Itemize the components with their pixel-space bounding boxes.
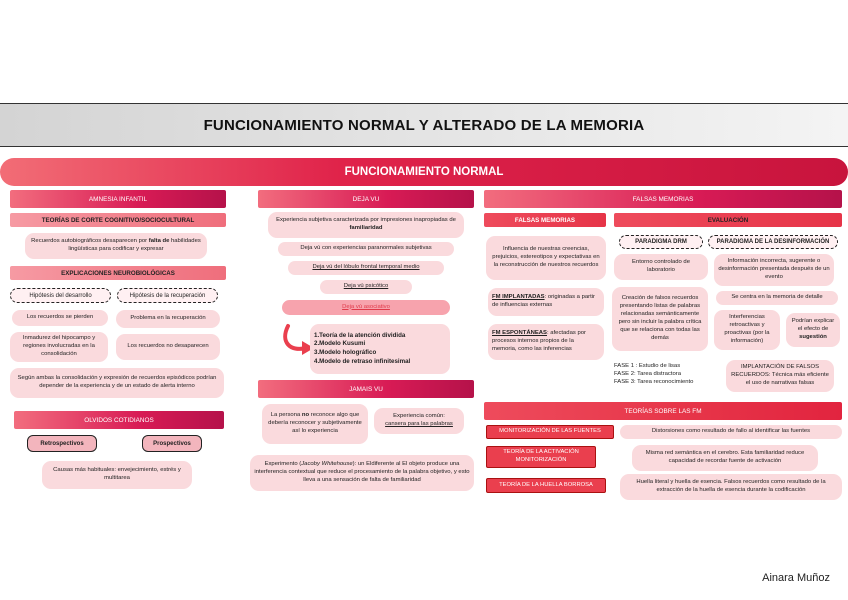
- page-title: FUNCIONAMIENTO NORMAL Y ALTERADO DE LA MEMORIA: [0, 103, 848, 147]
- activation-desc: Misma red semántica en el cerebro. Esta familiaridad reduce capacidad de recordar fuente de activación: [632, 445, 818, 471]
- misinformation-paradigm: PARADIGMA DE LA DESINFORMACIÓN: [708, 235, 838, 249]
- causes-box: Causas más habituales: envejecimiento, estrés y multitarea: [42, 461, 192, 489]
- interference-box: Interferencias retroactivas y proactivas (por la información): [714, 310, 780, 350]
- model-item: 1.Teoría de la atención dividida: [314, 331, 406, 339]
- monitoring-label: MONITORIZACIÓN DE LAS FUENTES: [486, 425, 614, 439]
- phase-item: FASE 1 : Estudio de lisas: [614, 363, 681, 369]
- not-disappear-box: Los recuerdos no desaparecen: [116, 334, 220, 360]
- prospective-pill: Prospectivos: [142, 435, 202, 452]
- retrospective-pill: Retrospectivos: [27, 435, 97, 452]
- phases-list: [614, 363, 714, 387]
- false-memories-title: FALSAS MEMORIAS: [484, 213, 606, 227]
- subjective-box: Experiencia subjetiva caracterizada por impresiones inapropiadas de familiaridad: [268, 212, 464, 238]
- creation-box: Creación de falsos recuerdos presentando listas de palabras relacionadas semánticamente pero sin incluir la palabra crítica que se relaciona con todas las demás: [612, 287, 708, 351]
- neurobiological-title: EXPLICACIONES NEUROBIOLÓGICAS: [10, 266, 226, 280]
- implantation-box: IMPLANTACIÓN DE FALSOS RECUERDOS: Técnica más eficiente el uso de narrativas falsas: [726, 360, 834, 392]
- fuzzy-trace-desc: Huella literal y huella de esencia. Falsos recuerdos como resultado de la extracción de la huella de esencia durante la codificación: [620, 474, 842, 500]
- drm-paradigm: PARADIGMA DRM: [619, 235, 703, 249]
- fm-implanted-box: FM IMPLANTADAS: originadas a partir de influencias externas: [488, 288, 604, 316]
- recovery-problem-box: Problema en la recuperación: [116, 310, 220, 328]
- fuzzy-trace-label: TEORÍA DE LA HUELLA BORROSA: [486, 478, 606, 493]
- evaluation-title: EVALUACIÓN: [614, 213, 842, 227]
- phase-item: FASE 2: Tarea distractora: [614, 370, 682, 377]
- model-item: 4.Modelo de retraso infinitesimal: [314, 357, 411, 365]
- memories-lost-box: Los recuerdos se pierden: [12, 310, 108, 326]
- experiment-box: Experimento (Jacoby Whitehouse): un Eldiferente al El objeto produce una interferencia contextual que reduce el procesamiento de la palabra objetivo, y esto lleva a una sensación de falta de familiaridad: [250, 455, 474, 491]
- lab-box: Entorno controlado de laboratorio: [614, 254, 708, 280]
- development-hypothesis: Hipótesis del desarrollo: [10, 288, 111, 303]
- autobiographical-box: Recuerdos autobiográficos desaparecen por falta de habilidades lingüísticas para codificar y expresar: [25, 233, 207, 259]
- theories-header: TEORÍAS SOBRE LAS FM: [484, 402, 842, 420]
- amnesia-header: AMNESIA INFANTIL: [10, 190, 226, 208]
- section-banner: FUNCIONAMIENTO NORMAL: [0, 158, 848, 186]
- paranormal-box: Deja vú con experiencias paranormales subjetivas: [278, 242, 454, 256]
- deja-vu-header: DEJA VU: [258, 190, 474, 208]
- activation-label: TEORÍA DE LA ACTIVACIÓN MONITORIZACIÓN: [486, 446, 596, 468]
- author-signature: Ainara Muñoz: [762, 572, 830, 584]
- influence-box: Influencia de nuestras creencias, prejuicios, estereotipos y expectativas en la reconstrucción de nuestros recuerdos: [486, 236, 606, 280]
- hippocampus-box: Inmadurez del hipocampo y regiones involucradas en la consolidación: [10, 332, 108, 362]
- model-item: 2.Modelo Kusumi: [314, 340, 366, 348]
- model-item: 3.Modelo holográfico: [314, 349, 377, 356]
- cognitive-theories-title: TEORÍAS DE CORTE COGNITIVO/SOCIOCULTURAL: [10, 213, 226, 227]
- monitoring-desc: Distorsiones como resultado de fallo al identificar las fuentes: [620, 425, 842, 439]
- psychotic-box: Deja vú psicótico: [320, 280, 412, 294]
- incorrect-info-box: Información incorrecta, sugerente o desinformación presentada después de un evento: [714, 254, 834, 286]
- associative-box: Deja vú asociativo: [282, 300, 450, 315]
- common-experience-box: Experiencia común: cansera para las palabras: [374, 408, 464, 434]
- forgetting-header: OLVIDOS COTIDIANOS: [14, 411, 224, 429]
- consolidation-box: Según ambas la consolidación y expresión de recuerdos episódicos podrían depender de la experiencia y de un estado de alerta interno: [10, 368, 224, 398]
- models-box: [310, 324, 450, 374]
- false-memories-header: FALSAS MEMORIAS: [484, 190, 842, 208]
- jamais-vu-header: JAMAIS VU: [258, 380, 474, 398]
- temporal-lobe-box: Deja vú del lóbulo frontal temporal medio: [288, 261, 444, 275]
- suggestion-box: Podrían explicar el efecto de sugestión: [786, 313, 840, 347]
- fm-spontaneous-box: FM ESPONTÁNEAS: afectadas por procesos internos propios de la memoria, como las inferencias: [488, 324, 604, 360]
- recovery-hypothesis: Hipótesis de la recuperación: [117, 288, 218, 303]
- detail-box: Se centra en la memoria de detalle: [716, 291, 838, 305]
- phase-item: FASE 3: Tarea reconocimiento: [614, 378, 694, 385]
- jamais-vu-box: La persona no reconoce algo que debería reconocer y subjetivamente así lo experiencia: [262, 404, 368, 444]
